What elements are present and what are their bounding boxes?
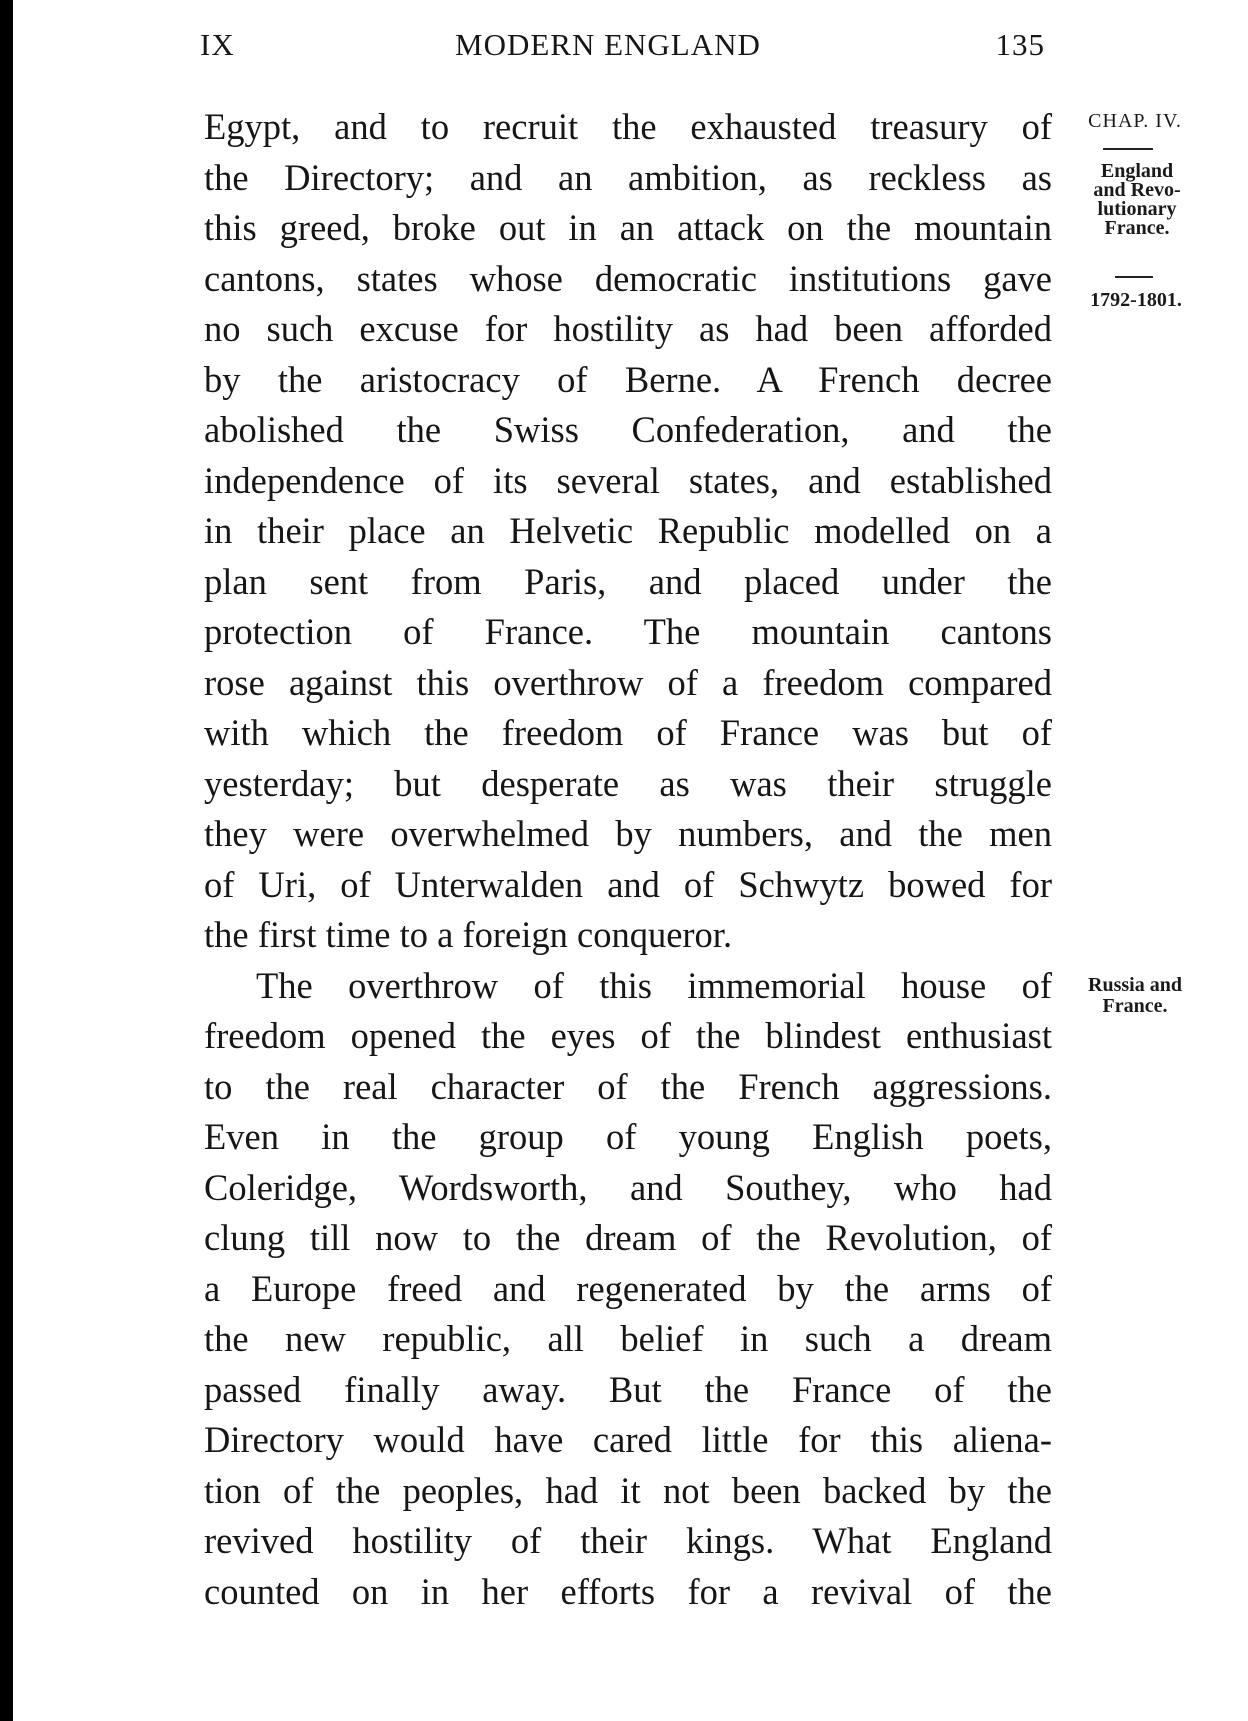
margin-rule xyxy=(1103,148,1153,150)
text-line: of Uri, of Unterwalden and of Schwytz bowed for xyxy=(204,863,1052,905)
margin-topic-line: France. xyxy=(1104,217,1170,239)
text-line: in their place an Helvetic Republic modelled on a xyxy=(204,510,1052,551)
text-line: freedom opened the eyes of the blindest enthusiast xyxy=(204,1015,1052,1056)
margin-topic-russia-france xyxy=(1055,975,1215,1017)
text-line: by the aristocracy of Berne. A French decree xyxy=(204,358,1052,400)
paragraph xyxy=(204,102,1052,961)
margin-chapter-label: CHAP. IV. xyxy=(1088,110,1182,132)
text-line: they were overwhelmed by numbers, and the men xyxy=(204,813,1052,854)
text-line: revived hostility of their kings. What England xyxy=(204,1520,1052,1561)
text-line: the first time to a foreign conqueror. xyxy=(204,914,733,955)
text-line: passed finally away. But the France of the xyxy=(204,1368,1052,1410)
margin-dates: 1792-1801. xyxy=(1090,289,1182,311)
margin-topic-line: France. xyxy=(1102,995,1168,1017)
margin-topic-line: England xyxy=(1100,160,1174,182)
text-line: Directory would have cared little for this aliena- xyxy=(204,1419,1052,1460)
chapter-running-head: IX xyxy=(200,27,235,62)
text-line: this greed, broke out in an attack on the mountain xyxy=(204,207,1052,248)
text-line: rose against this overthrow of a freedom compared xyxy=(204,661,1052,703)
margin-topic-line: Russia and xyxy=(1088,974,1182,996)
text-line: the Directory; and an ambition, as reckless as xyxy=(204,156,1052,198)
text-line: the new republic, all belief in such a dream xyxy=(204,1318,1052,1359)
text-line: The overthrow of this immemorial house of xyxy=(256,964,1052,1006)
text-line: cantons, states whose democratic institutions gave xyxy=(204,257,1052,299)
text-line: tion of the peoples, had it not been backed by the xyxy=(204,1469,1052,1511)
page-header xyxy=(200,27,1045,67)
binding-edge xyxy=(0,0,13,1721)
margin-topic-line: and Revo- xyxy=(1093,179,1181,201)
text-line: with which the freedom of France was but of xyxy=(204,712,1052,753)
body-text xyxy=(204,102,1052,1617)
margin-topic-line: lutionary xyxy=(1097,198,1177,220)
page-title: MODERN ENGLAND xyxy=(455,27,761,62)
paragraph xyxy=(204,961,1052,1618)
text-line: a Europe freed and regenerated by the arms of xyxy=(204,1267,1052,1309)
text-line: Egypt, and to recruit the exhausted treasury of xyxy=(204,106,1052,147)
text-line: yesterday; but desperate as was their struggle xyxy=(204,762,1052,804)
text-line: abolished the Swiss Confederation, and the xyxy=(204,409,1052,450)
text-line: protection of France. The mountain cantons xyxy=(204,611,1052,652)
text-line: plan sent from Paris, and placed under the xyxy=(204,560,1052,602)
text-line: Even in the group of young English poets, xyxy=(204,1116,1052,1157)
text-line: Coleridge, Wordsworth, and Southey, who had xyxy=(204,1166,1052,1208)
text-line: clung till now to the dream of the Revolution, of xyxy=(204,1217,1052,1258)
text-line: independence of its several states, and established xyxy=(204,459,1052,501)
text-line: counted on in her efforts for a revival of the xyxy=(204,1570,1052,1612)
margin-topic-england-france xyxy=(1070,162,1204,238)
text-line: to the real character of the French aggressions. xyxy=(204,1065,1052,1107)
margin-rule xyxy=(1115,276,1153,278)
text-line: no such excuse for hostility as had been afforded xyxy=(204,308,1052,349)
page-number: 135 xyxy=(995,27,1045,62)
